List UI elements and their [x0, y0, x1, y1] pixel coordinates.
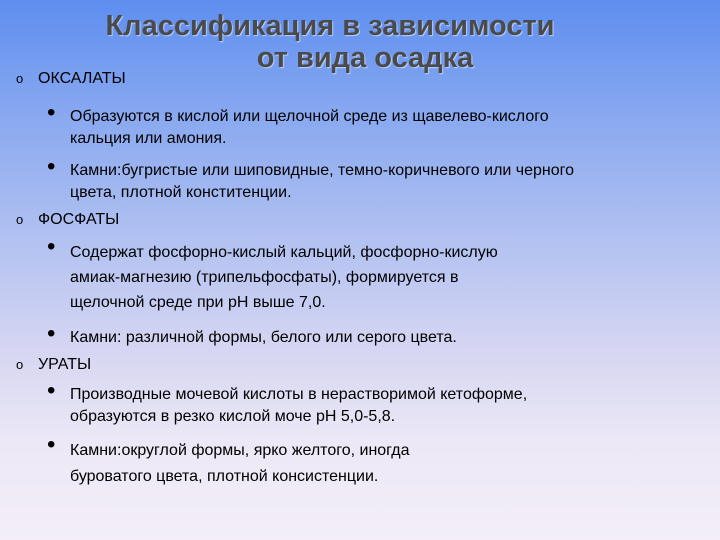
bullet-text: Камни:бугристые или шиповидные, темно-коричневого или черного цвета, плотной конститенции. [70, 162, 575, 201]
section-label: ОКСАЛАТЫ [38, 70, 126, 87]
bullet-icon: • [47, 320, 56, 347]
section-marker: o [16, 357, 24, 372]
bullet-text: Камни:округлой формы, ярко желтого, иногда буроватого цвета, плотной консистенции. [70, 442, 410, 485]
bullet-icon: • [47, 377, 56, 404]
section-label: УРАТЫ [38, 356, 92, 373]
bullet-text: Производные мочевой кислоты в нерастворимой кетоформе, образуются в резко кислой моче рН 5,0-5,8. [70, 386, 528, 425]
bullet-text: Образуются в кислой или щелочной среде из щавелево-кислого кальция или амония. [70, 108, 549, 147]
bullet-text: Содержат фосфорно-кислый кальций, фосфорно-кислую амиак-магнезию (трипельфосфаты), формируется в щелочной среде при рН выше 7,0. [70, 244, 498, 311]
slide-title-line-2: от вида осадка [256, 42, 474, 74]
bullet-icon: • [47, 99, 56, 126]
section-marker: o [16, 71, 24, 86]
bullet-icon: • [47, 431, 56, 458]
bullet-icon: • [47, 153, 56, 180]
section-urates [16, 356, 91, 374]
section-phosphates [16, 211, 119, 229]
section-label: ФОСФАТЫ [38, 211, 120, 228]
bullet-icon: • [47, 233, 56, 260]
slide-title-line-1: Классификация в зависимости [105, 10, 555, 42]
bullet-text: Камни: различной формы, белого или серого цвета. [70, 329, 457, 346]
section-marker: o [16, 212, 24, 227]
slide-title [40, 10, 620, 74]
section-oxalates [16, 70, 126, 88]
